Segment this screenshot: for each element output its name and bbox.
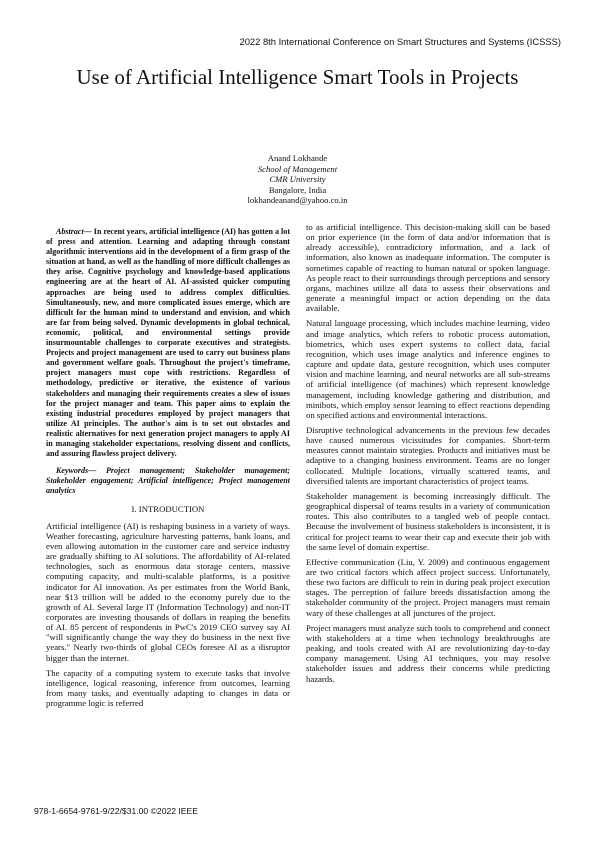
left-column: [46, 227, 290, 713]
author-org: CMR University: [269, 174, 326, 185]
paragraph: Disruptive technological advancements in the previous few decades have caused numerous vicissitudes for companies. Short-term measures cannot maintain strategies. Products and initiatives must be adaptive to a changing business environment. Teams are no longer collocated. Multiple locations, virtually scattered teams, and diversified talents are important characteristics of project teams.: [306, 424, 550, 486]
paragraph: Project managers must analyze such tools to comprehend and connect with stakeholders at a time when technology breakthroughs are peaking, and tools created with AI are revolutionizing day-to-day company management. Using AI techniques, you may resolve stakeholder issues and address their concerns while predicting hazards.: [306, 622, 550, 684]
paragraph: Stakeholder management is becoming increasingly difficult. The geographical dispersal of teams results in a variety of communication routes. This also contributes to a tangled web of people contact. Because the involvement of business stakeholders is inconsistent, it is critical for project teams to wear their cap and execute their job with the same level of domain expertise.: [306, 490, 550, 552]
keywords: Keywords— Project management; Stakeholder management; Stakeholder engagement; Artificial intelligence; Project management analytics: [46, 466, 290, 496]
author-name: Anand Lokhande: [267, 153, 328, 163]
right-column: [306, 222, 550, 689]
abstract-label: Abstract—: [56, 227, 92, 236]
paragraph: to as artificial intelligence. This decision-making skill can be based on prior experience (in the form of data and/or information that is already accessible), contradictory information, and a lack of information, also known as inadequate information. The computer is sometimes capable of reacting to human natural or spoken language. As people react to their surroundings through perceptions and sensory organs, machines utilize all data to assess their observations and generate a meaningful impact or action depending on the data available.: [306, 222, 550, 314]
abstract: [46, 227, 290, 459]
author-block: [200, 153, 395, 206]
author-dept: School of Management: [257, 163, 338, 174]
section-heading-introduction: I. INTRODUCTION: [131, 504, 205, 515]
abstract-text: In recent years, artificial intelligence (AI) has gotten a lot of press and attention. Learning and adapting through constant algorithmic interventions aid in the development of a firm grasp of the situation at hand, as well as the handling of more difficult challenges as they arise. Cognitive psychology and knowledge-based applications engineering are at the heart of AI. AI-assisted quicker computing approaches are being used to address complex difficulties. Simultaneously, new, and more complicated issues emerge, which are difficult for the human mind to understand and envision, and which are far from being solved. Dynamic developments in global technical, economic, political, and environmental settings provide insurmountable challenges to corporate executives and strategists. Projects and project management are used to carry out business plans and government welfare goals. Throughout the project's timeframe, project managers must cope with restrictions. Regardless of methodology, predictive or iterative, the existence of various stakeholders and managing their requirements creates a slew of issues for the project manager and team. This paper aims to explain the existing industrial procedures employed by project managers that utilize AI principles. The author's aim is to set out obstacles and realistic alternatives for next generation project managers to apply AI in managing stakeholder expectations, resolving dissent and conflicts, and assuring flawless project delivery.: [46, 227, 290, 459]
paragraph: Natural language processing, which includes machine learning, video and image analytics, which refers to robotic process automation, biometrics, which uses expert systems to collect data, facial recognition, which uses image analytics and inference engines to capture and update data, gesture recognition, which uses computer vision and machine learning, and neural networks are all sub-streams of artificial intelligence (of machines) which represent knowledge management, including knowledge gathering and distribution, and minibots, which employ sensor learning to effect reactions depending on specified actions and environmental interactions.: [306, 318, 550, 420]
paper-title: Use of Artificial Intelligence Smart Tools in Projects: [76, 65, 519, 89]
paragraph: The capacity of a computing system to execute tasks that involve intelligence, logical reasoning, inference from outcomes, learning from many tasks, and eventually adapting to changes in data or programme logic is referred: [46, 667, 290, 709]
conference-header: 2022 8th International Conference on Smart Structures and Systems (ICSSS): [239, 36, 561, 47]
copyright-footer: 978-1-6654-9761-9/22/$31.00 ©2022 IEEE: [34, 806, 199, 816]
author-city: Bangalore, India: [268, 184, 327, 195]
paragraph: Effective communication (Liu, Y. 2009) and continuous engagement are two critical factors which affect project success. Unfortunately, these two factors are difficult to rein in during peak project execution stages. The perception of failure breeds dissatisfaction among the stakeholder community of the project. Project managers must remain wary of these challenges at all junctures of the project.: [306, 556, 550, 618]
author-email: lokhandeanand@yahoo.co.in: [247, 195, 348, 206]
paragraph: Artificial intelligence (AI) is reshaping business in a variety of ways. Weather forecasting, agriculture harvesting patterns, bank loans, and even allowing automation in the customer care and service industry are gradually shifting to AI solutions. The affordability of AI-related technologies, such as enormous data storage centers, massive computing capacity, and multi-scalable platforms, is a positive indicator for AI innovation. As per estimates from the World Bank, near $13 trillion will be added to the economy purely due to the growth of AI. Several large IT (Information Technology) and non-IT corporates are investing thousands of dollars in reaping the benefits of AI. 85 percent of respondents in PwC's 2019 CEO survey say AI "will significantly change the way they do business in the next five years." Nearly two-thirds of global CEOs foresee AI as a disruptor bigger than the internet.: [46, 520, 290, 663]
